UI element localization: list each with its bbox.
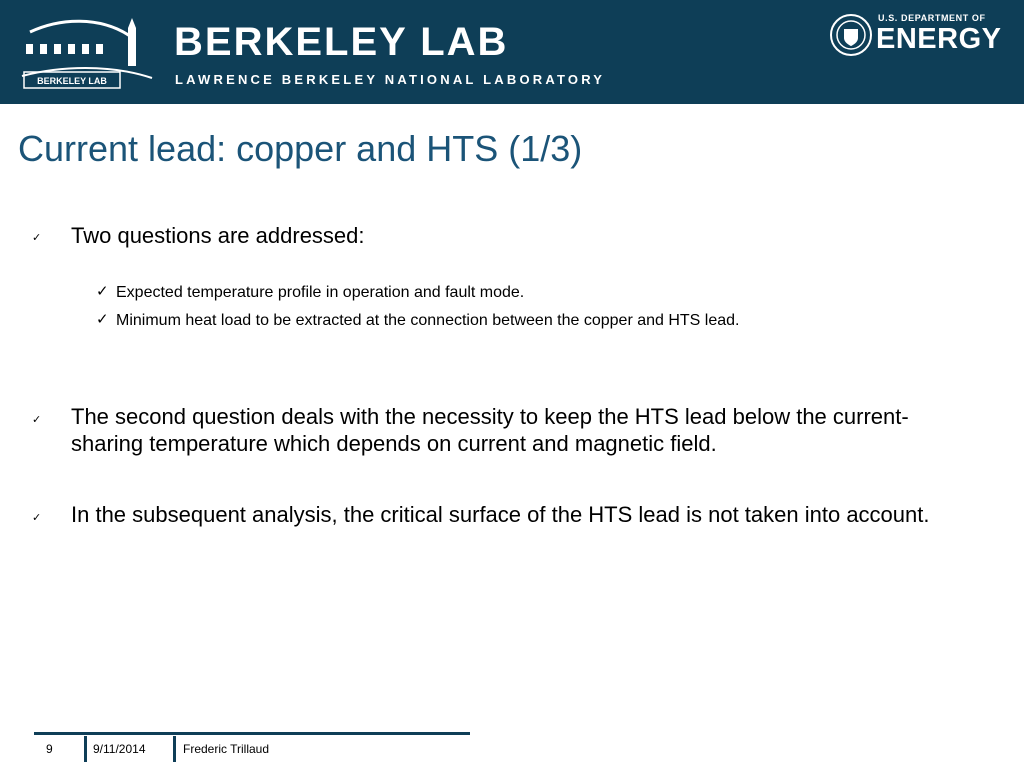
- subbullet-1: Expected temperature profile in operation and fault mode.: [116, 284, 525, 301]
- footer-separator: [173, 736, 176, 762]
- footer-author: Frederic Trillaud: [183, 742, 270, 756]
- footer-separator: [84, 736, 87, 762]
- doe-energy-label: ENERGY: [876, 23, 1002, 55]
- checkmark-icon: ✓: [32, 512, 42, 524]
- header-bar: [0, 0, 1024, 104]
- subbullet-2: Minimum heat load to be extracted at the connection between the copper and HTS lead.: [116, 312, 740, 329]
- footer-rule: [34, 732, 470, 735]
- checkmark-icon: ✓: [96, 311, 109, 328]
- doe-seal-icon: [829, 13, 873, 57]
- slide-title: Current lead: copper and HTS (1/3): [18, 128, 583, 169]
- lab-fullname: LAWRENCE BERKELEY NATIONAL LABORATORY: [175, 72, 606, 87]
- doe-department-label: U.S. DEPARTMENT OF: [878, 13, 986, 23]
- bullet-1: Two questions are addressed:: [71, 223, 365, 248]
- checkmark-icon: ✓: [32, 232, 42, 244]
- checkmark-icon: ✓: [32, 414, 42, 426]
- lab-name: BERKELEY LAB: [174, 20, 509, 64]
- page-number: 9: [46, 742, 53, 756]
- checkmark-icon: ✓: [96, 283, 109, 300]
- berkeley-lab-logo-icon: [20, 10, 155, 94]
- bullet-2: The second question deals with the necessity to keep the HTS lead below the current-sharing temperature which depends on current and magnetic field.: [71, 404, 909, 456]
- footer-date: 9/11/2014: [93, 742, 146, 756]
- bullet-3: In the subsequent analysis, the critical surface of the HTS lead is not taken into account.: [71, 502, 930, 527]
- logo-wordmark: BERKELEY LAB: [37, 76, 107, 86]
